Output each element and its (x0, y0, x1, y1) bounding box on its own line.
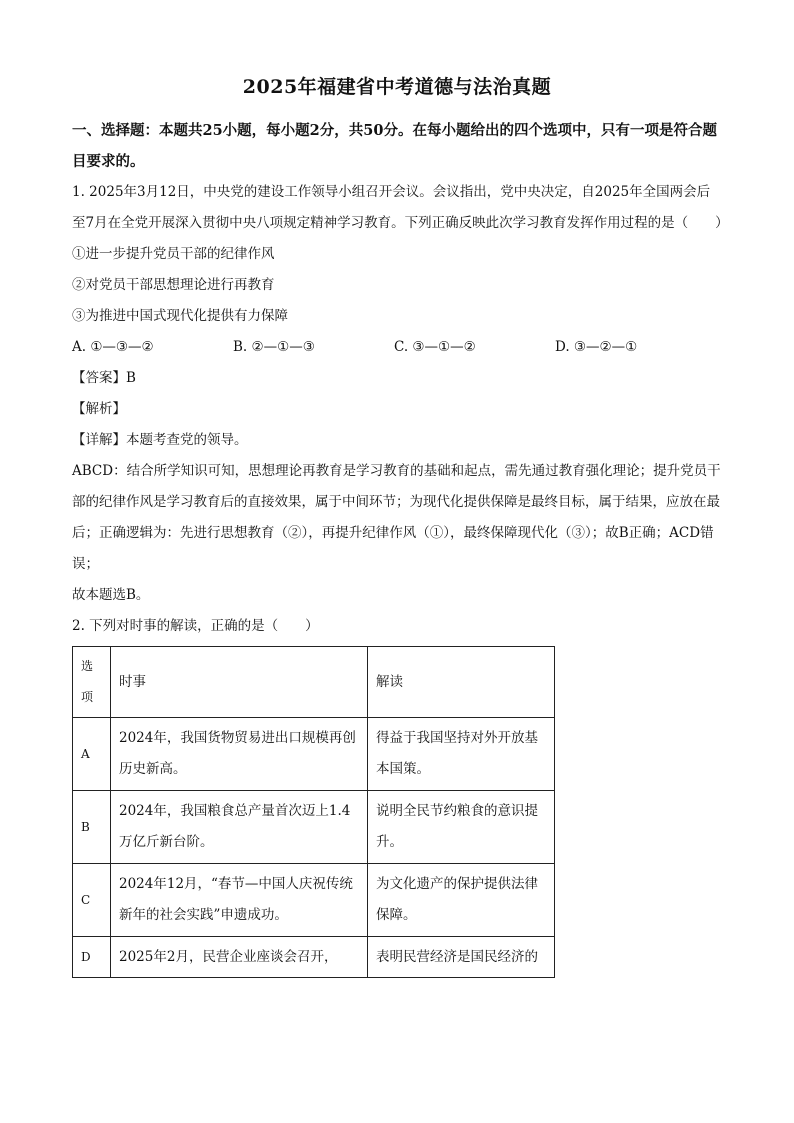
header-option: 选项 (73, 647, 111, 718)
option-a: A. ①—③—② (72, 339, 154, 355)
detail: 【详解】本题考查党的领导。 (72, 432, 248, 448)
question-2-stem: 2. 下列对时事的解读，正确的是（ ） (72, 618, 319, 634)
row-interpretation: 得益于我国坚持对外开放基本国策。 (368, 718, 555, 791)
analysis-label: 【解析】 (72, 401, 126, 417)
option-b: B. ②—①—③ (233, 339, 315, 355)
row-event: 2024年，我国货物贸易进出口规模再创历史新高。 (111, 718, 368, 791)
document-page (72, 60, 729, 978)
conclusion: 故本题选B。 (72, 587, 150, 603)
question-1-options (72, 332, 722, 363)
table-row (73, 937, 555, 978)
header-interpretation: 解读 (368, 647, 555, 718)
option-c: C. ③—①—② (394, 339, 476, 355)
table-row (73, 864, 555, 937)
row-event: 2024年12月，“春节—中国人庆祝传统新年的社会实践”申遗成功。 (111, 864, 368, 937)
row-option: C (73, 864, 111, 937)
row-option: B (73, 791, 111, 864)
question-1-stem: 1. 2025年3月12日，中央党的建设工作领导小组召开会议。会议指出，党中央决定，自2025年全国两会后至7月在全党开展深入贯彻中央八项规定精神学习教育。下列正确反映此次学习教育发挥作用过程的是（ ） (72, 184, 729, 231)
question-1-item-1: ①进一步提升党员干部的纪律作风 (72, 246, 275, 262)
option-d: D. ③—②—① (555, 339, 638, 355)
answer: 【答案】B (72, 370, 136, 386)
table-row (73, 718, 555, 791)
row-interpretation: 表明民营经济是国民经济的 (368, 937, 555, 978)
header-event: 时事 (111, 647, 368, 718)
row-option: D (73, 937, 111, 978)
table-header-row (73, 647, 555, 718)
question-1-item-3: ③为推进中国式现代化提供有力保障 (72, 308, 288, 324)
row-event: 2024年，我国粮食总产量首次迈上1.4万亿斤新台阶。 (111, 791, 368, 864)
section-heading: 一、选择题：本题共25小题，每小题2分，共50分。在每小题给出的四个选项中，只有一项是符合题目要求的。 (72, 122, 717, 170)
row-interpretation: 说明全民节约粮食的意识提升。 (368, 791, 555, 864)
row-interpretation: 为文化遗产的保护提供法律保障。 (368, 864, 555, 937)
row-event: 2025年2月，民营企业座谈会召开， (111, 937, 368, 978)
table-row (73, 791, 555, 864)
explanation: ABCD：结合所学知识可知，思想理论再教育是学习教育的基础和起点，需先通过教育强化理论；提升党员干部的纪律作风是学习教育后的直接效果，属于中间环节；为现代化提供保障是最终目标，属于结果，应放在最后；正确逻辑为：先进行思想教育（②），再提升纪律作风（①），最终保障现代化（③）；故B正确；ACD错误； (72, 463, 721, 572)
question-1-item-2: ②对党员干部思想理论进行再教育 (72, 277, 275, 293)
page-title: 2025年福建省中考道德与法治真题 (242, 76, 552, 98)
row-option: A (73, 718, 111, 791)
question-2-table (72, 646, 555, 978)
